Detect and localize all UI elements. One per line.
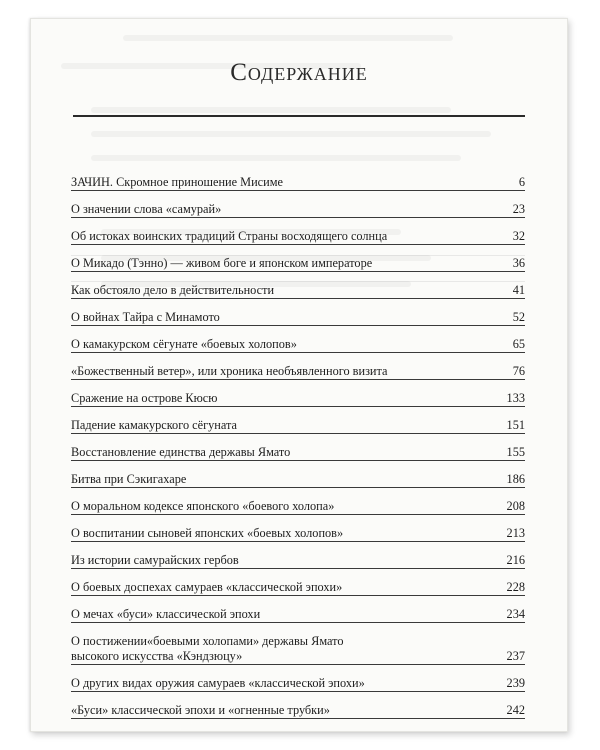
toc-entry[interactable] <box>71 472 525 488</box>
toc-entry[interactable] <box>71 391 525 407</box>
toc-entry-page: 133 <box>506 391 525 405</box>
toc-entry-page: 36 <box>512 256 525 270</box>
toc-entry-page: 6 <box>518 175 525 189</box>
toc-entry-title: «Буси» классической эпохи и «огненные трубки» <box>71 703 330 717</box>
toc-entry[interactable] <box>71 202 525 218</box>
toc-entry[interactable] <box>71 445 525 461</box>
toc-entry[interactable] <box>71 364 525 380</box>
toc-entry-page: 32 <box>512 229 525 243</box>
toc-entry-page: 151 <box>506 418 525 432</box>
toc-entry-title: О боевых доспехах самураев «классической эпохи» <box>71 580 343 594</box>
toc-entry-title: Восстановление единства державы Ямато <box>71 445 291 459</box>
toc-entry-title: Падение камакурского сёгуната <box>71 418 237 432</box>
toc-entry-page: 239 <box>506 676 525 690</box>
toc-entry[interactable] <box>71 703 525 719</box>
book-page <box>30 18 568 732</box>
toc-entry-page: 208 <box>506 499 525 513</box>
toc-entry-page: 234 <box>506 607 525 621</box>
toc-entry-page: 242 <box>506 703 525 717</box>
toc-entry[interactable] <box>71 499 525 515</box>
toc-entry[interactable] <box>71 256 525 272</box>
toc-entry-page: 23 <box>512 202 525 216</box>
toc-entry-title: О моральном кодексе японского «боевого холопа» <box>71 499 335 513</box>
toc-entry-page: 52 <box>512 310 525 324</box>
toc-entry[interactable] <box>71 553 525 569</box>
toc-entry[interactable] <box>71 676 525 692</box>
toc-entry-page: 155 <box>506 445 525 459</box>
toc-entry[interactable] <box>71 418 525 434</box>
table-of-contents <box>71 175 525 730</box>
toc-entry-page: 65 <box>512 337 525 351</box>
toc-entry-title: Как обстояло дело в действительности <box>71 283 275 297</box>
toc-entry-page: 216 <box>506 553 525 567</box>
toc-entry[interactable] <box>71 337 525 353</box>
toc-entry[interactable] <box>71 634 525 665</box>
page-title: Содержание <box>230 59 368 86</box>
toc-entry-page: 41 <box>512 283 525 297</box>
toc-entry-title: О значении слова «самурай» <box>71 202 222 216</box>
toc-entry-title: О воспитании сыновей японских «боевых холопов» <box>71 526 344 540</box>
toc-entry-title: «Божественный ветер», или хроника необъявленного визита <box>71 364 388 378</box>
toc-entry-page: 237 <box>506 649 525 663</box>
toc-entry[interactable] <box>71 175 525 191</box>
toc-entry-title: Об истоках воинских традиций Страны восходящего солнца <box>71 229 388 243</box>
toc-entry-title: О Микадо (Тэнно) — живом боге и японском императоре <box>71 256 373 270</box>
toc-entry-title: О войнах Тайра с Минамото <box>71 310 220 324</box>
toc-entry[interactable] <box>71 310 525 326</box>
title-rule <box>73 115 525 117</box>
toc-entry-title: Из истории самурайских гербов <box>71 553 239 567</box>
toc-entry[interactable] <box>71 229 525 245</box>
toc-entry[interactable] <box>71 580 525 596</box>
toc-entry-title: О мечах «буси» классической эпохи <box>71 607 261 621</box>
toc-entry-title-line: О постижении«боевыми холопами» державы Ямато <box>71 634 344 648</box>
toc-entry-title: О камакурском сёгунате «боевых холопов» <box>71 337 297 351</box>
toc-entry-page: 76 <box>512 364 525 378</box>
toc-entry-page: 213 <box>506 526 525 540</box>
toc-entry[interactable] <box>71 283 525 299</box>
toc-entry[interactable] <box>71 526 525 542</box>
toc-entry-title: Битва при Сэкигахаре <box>71 472 187 486</box>
toc-entry-title: О других видах оружия самураев «классической эпохи» <box>71 676 365 690</box>
toc-entry-title: ЗАЧИН. Скромное приношение Мисиме <box>71 175 283 189</box>
toc-entry[interactable] <box>71 607 525 623</box>
toc-entry-page: 228 <box>506 580 525 594</box>
toc-entry-page: 186 <box>506 472 525 486</box>
toc-entry-title-line: высокого искусства «Кэндзюцу» <box>71 649 243 663</box>
toc-entry-title: Сражение на острове Кюсю <box>71 391 218 405</box>
